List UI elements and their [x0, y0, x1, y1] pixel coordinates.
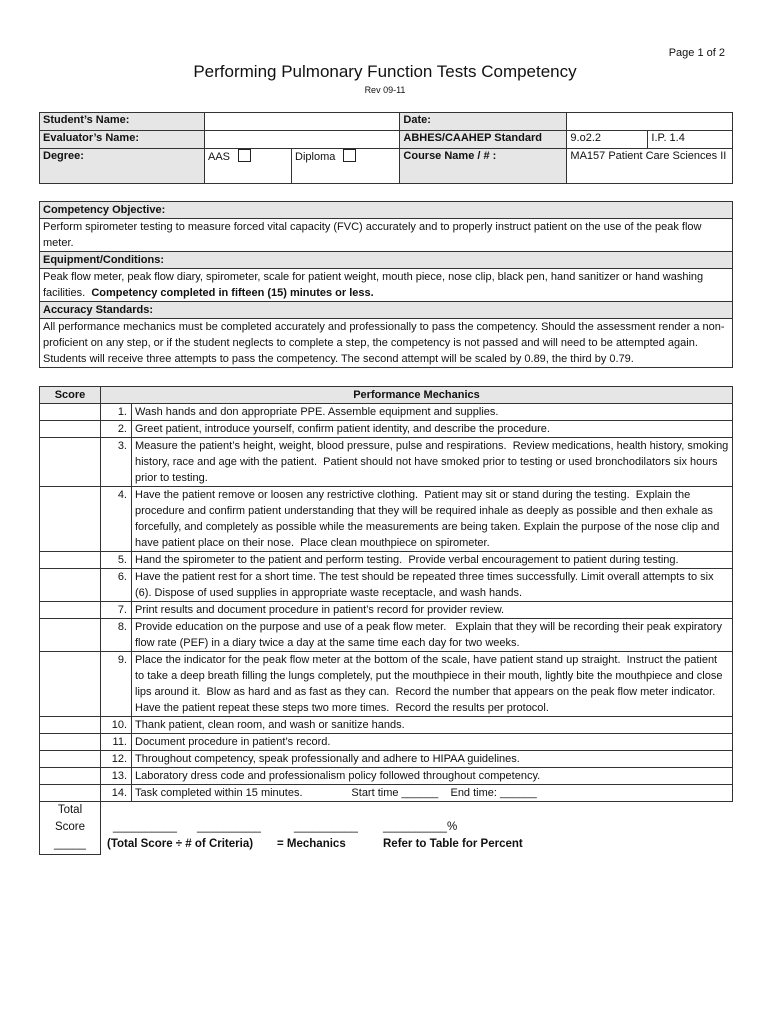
step-score-cell[interactable]: [40, 734, 101, 751]
step-number: 9.: [101, 652, 132, 717]
step-number: 4.: [101, 487, 132, 552]
step-row: [40, 768, 733, 785]
competency-objective-text: Perform spirometer testing to measure forced vital capacity (FVC) accurately and to properly instruct patient on the use of the peak flow meter.: [40, 219, 733, 252]
step-text: Measure the patient’s height, weight, blood pressure, pulse and respirations. Review medications, health history, smoking history, race and age with the patient. Patient should not have smoked prior to testing or used bronchodilators six hours prior to testing.: [132, 438, 733, 487]
step-text: Throughout competency, speak professionally and adhere to HIPAA guidelines.: [132, 751, 733, 768]
step-text: Laboratory dress code and professionalism policy followed throughout competency.: [132, 768, 733, 785]
step-number: 2.: [101, 421, 132, 438]
date-label: Date:: [400, 113, 567, 131]
step-score-cell[interactable]: [40, 487, 101, 552]
step-row: [40, 602, 733, 619]
step-text: Have the patient rest for a short time. The test should be repeated three times successfully. Limit overall attempts to six (6). Dispose of used supplies in appropriate waste receptacle, and wash hands.: [132, 569, 733, 602]
accuracy-text: All performance mechanics must be completed accurately and professionally to pass the competency. Should the assessment render a non-proficient on any step, or if the student neglects to complete a step, the competency is not passed and will need to be attempted again. Students will receive three attempts to pass the competency. The second attempt will be scaled by 0.89, the third by 0.79.: [40, 319, 733, 368]
step-score-cell[interactable]: [40, 619, 101, 652]
step-row: [40, 734, 733, 751]
step-text: Document procedure in patient’s record.: [132, 734, 733, 751]
student-name-field[interactable]: [205, 113, 400, 131]
step-number: 13.: [101, 768, 132, 785]
blank-mechanics[interactable]: __________: [294, 821, 358, 833]
step-text: Greet patient, introduce yourself, confirm patient identity, and describe the procedure.: [132, 421, 733, 438]
step-score-cell[interactable]: [40, 785, 101, 802]
step-row: [40, 717, 733, 734]
revision-label: Rev 09-11: [364, 85, 406, 95]
aas-checkbox[interactable]: [238, 149, 251, 162]
step-number: 12.: [101, 751, 132, 768]
blank-percent[interactable]: __________%: [383, 821, 458, 833]
total-score-cell[interactable]: [40, 802, 101, 855]
ip-value: I.P. 1.4: [648, 131, 733, 149]
score-header: Score: [40, 387, 101, 404]
step-number: 6.: [101, 569, 132, 602]
page-number: Page 1 of 2: [668, 47, 725, 59]
performance-header: Performance Mechanics: [101, 387, 733, 404]
step-row: [40, 421, 733, 438]
date-field[interactable]: [567, 113, 733, 131]
step-score-cell[interactable]: [40, 552, 101, 569]
step-score-cell[interactable]: [40, 652, 101, 717]
step-row: [40, 751, 733, 768]
equipment-label: Equipment/Conditions:: [40, 252, 733, 269]
step-text: Thank patient, clean room, and wash or sanitize hands.: [132, 717, 733, 734]
evaluator-name-label: Evaluator’s Name:: [40, 131, 205, 149]
total-score-blank[interactable]: _____: [54, 838, 86, 850]
student-name-label: Student’s Name:: [40, 113, 205, 131]
step-row: [40, 404, 733, 421]
step-number: 14.: [101, 785, 132, 802]
course-value: MA157 Patient Care Sciences II: [567, 149, 733, 184]
blank-total[interactable]: __________: [113, 821, 177, 833]
refer-label: Refer to Table for Percent: [383, 838, 523, 850]
step-text: Task completed within 15 minutes. Start time ______ End time: ______: [132, 785, 733, 802]
aas-option[interactable]: [205, 149, 292, 184]
standard-label: ABHES/CAAHEP Standard: [400, 131, 567, 149]
aas-label: AAS: [208, 151, 231, 163]
step-score-cell[interactable]: [40, 569, 101, 602]
mechanics-label: = Mechanics: [277, 838, 346, 850]
equipment-time-limit: Competency completed in fifteen (15) minutes or less.: [91, 287, 374, 299]
blank-criteria[interactable]: __________: [197, 821, 261, 833]
student-info-table: [39, 112, 733, 184]
step-score-cell[interactable]: [40, 602, 101, 619]
objective-table: [39, 201, 733, 368]
diploma-label: Diploma: [295, 151, 336, 163]
step-score-cell[interactable]: [40, 717, 101, 734]
step-score-cell[interactable]: [40, 751, 101, 768]
step-score-cell[interactable]: [40, 404, 101, 421]
score-formula: [101, 802, 733, 855]
diploma-option[interactable]: [292, 149, 400, 184]
total-label: Total: [57, 804, 83, 816]
step-row: [40, 785, 733, 802]
step-number: 7.: [101, 602, 132, 619]
step-text: Print results and document procedure in patient’s record for provider review.: [132, 602, 733, 619]
step-text: Provide education on the purpose and use of a peak flow meter. Explain that they will be recording their peak expiratory flow rate (PEF) in a diary twice a day at the same time each day for two weeks.: [132, 619, 733, 652]
step-text: Have the patient remove or loosen any restrictive clothing. Patient may sit or stand during the testing. Explain the procedure and confirm patient understanding that they will be required inhale as deeply as possible and then exhale as forcefully, and completely as possible while the measurements are being taken. Explain the purpose of the nose clip and have patient place on their nose. Place clean mouthpiece on spirometer.: [132, 487, 733, 552]
step-row: [40, 569, 733, 602]
step-row: [40, 438, 733, 487]
step-number: 5.: [101, 552, 132, 569]
step-text: Place the indicator for the peak flow meter at the bottom of the scale, have patient stand up straight. Instruct the patient to take a deep breath filling the lungs completely, put the mouthpiece in their mouth, lightly bite the mouthpiece and close lips around it. Blow as hard and as fast as they can. Record the number that appears on the peak flow meter indicator. Have the patient repeat these steps two more times. Record the results per protocol.: [132, 652, 733, 717]
step-row: [40, 552, 733, 569]
step-row: [40, 652, 733, 717]
step-number: 3.: [101, 438, 132, 487]
accuracy-label: Accuracy Standards:: [40, 302, 733, 319]
formula-label: (Total Score ÷ # of Criteria): [107, 838, 254, 850]
step-score-cell[interactable]: [40, 768, 101, 785]
degree-label: Degree:: [40, 149, 205, 184]
step-number: 11.: [101, 734, 132, 751]
evaluator-name-field[interactable]: [205, 131, 400, 149]
course-label: Course Name / # :: [400, 149, 567, 184]
score-label: Score: [54, 821, 86, 833]
competency-objective-label: Competency Objective:: [40, 202, 733, 219]
step-score-cell[interactable]: [40, 421, 101, 438]
diploma-checkbox[interactable]: [343, 149, 356, 162]
step-text: Hand the spirometer to the patient and perform testing. Provide verbal encouragement to patient during testing.: [132, 552, 733, 569]
standard-value: 9.o2.2: [567, 131, 648, 149]
step-row: [40, 487, 733, 552]
step-score-cell[interactable]: [40, 438, 101, 487]
equipment-text: Peak flow meter, peak flow diary, spirometer, scale for patient weight, mouth piece, nose clip, black pen, hand sanitizer or hand washing facilities. Competency completed in fifteen (15) minutes or less.: [40, 269, 733, 302]
step-number: 10.: [101, 717, 132, 734]
step-number: 1.: [101, 404, 132, 421]
step-row: [40, 619, 733, 652]
step-number: 8.: [101, 619, 132, 652]
step-text: Wash hands and don appropriate PPE. Assemble equipment and supplies.: [132, 404, 733, 421]
document-title: Performing Pulmonary Function Tests Competency: [193, 62, 577, 81]
performance-mechanics-table: [39, 386, 733, 855]
